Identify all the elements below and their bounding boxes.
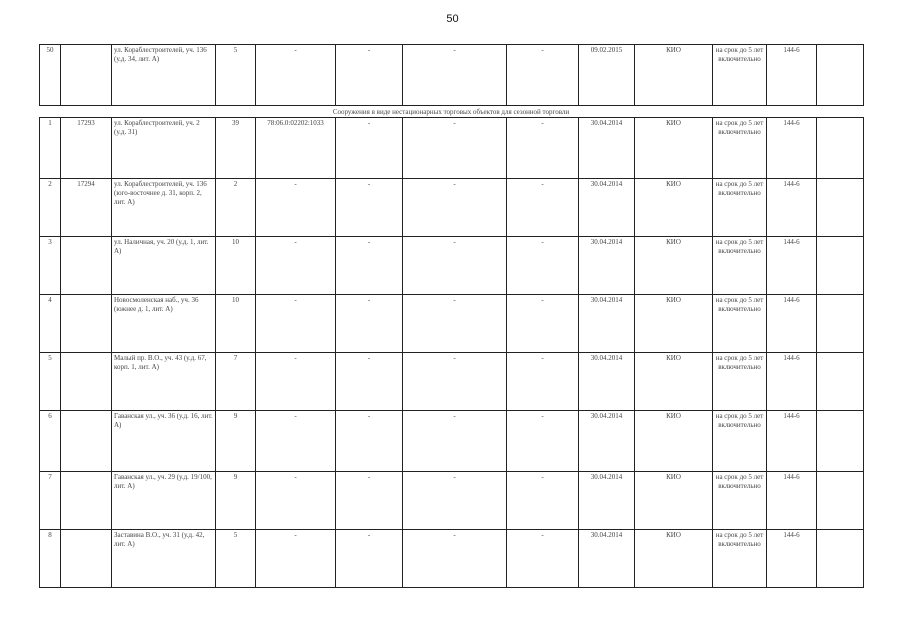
cell-col7: - [403,472,507,530]
cell-col8: - [507,237,579,295]
cell-reg [61,353,112,411]
table-row [40,295,864,353]
cell-area: 5 [216,530,256,588]
cell-address: Малый пр. В.О., уч. 43 (у.д. 67, корп. 1, лит. А) [112,353,216,411]
cell-date: 30.04.2014 [579,353,635,411]
cell-area: 39 [216,118,256,179]
cell-reg [61,45,112,106]
cell-code: 144-6 [767,411,817,472]
cell-num: 1 [40,118,61,179]
table-row [40,353,864,411]
cell-org: КИО [635,295,713,353]
cell-area: 9 [216,472,256,530]
cell-note [817,45,864,106]
cell-date: 30.04.2014 [579,411,635,472]
cell-area: 9 [216,411,256,472]
cell-col6: - [336,472,403,530]
cell-num: 8 [40,530,61,588]
cell-col7: - [403,45,507,106]
table-row [40,472,864,530]
cell-reg [61,472,112,530]
cell-num: 4 [40,295,61,353]
cell-area: 10 [216,295,256,353]
cell-address: ул. Кораблестроителей, уч. 136 (юго-восточнее д. 31, корп. 2, лит. А) [112,179,216,237]
cell-code: 144-6 [767,45,817,106]
cell-date: 30.04.2014 [579,530,635,588]
cell-org: КИО [635,237,713,295]
cell-address: Новосмоленская наб., уч. 36 (южнее д. 1, лит. А) [112,295,216,353]
cell-note [817,118,864,179]
cell-note [817,295,864,353]
cell-org: КИО [635,353,713,411]
cell-col7: - [403,118,507,179]
cell-col8: - [507,472,579,530]
cell-col7: - [403,353,507,411]
cell-col6: - [336,179,403,237]
cell-note [817,353,864,411]
cell-reg: 17294 [61,179,112,237]
cell-term: на срок до 5 лет включительно [713,295,767,353]
section-title: Сооружения в виде нестационарных торговых объектов для сезонной торговли [332,108,570,116]
cell-note [817,411,864,472]
cell-code: 144-6 [767,118,817,179]
table-row [40,237,864,295]
cell-cadastral: - [256,353,336,411]
cell-term: на срок до 5 лет включительно [713,45,767,106]
cell-note [817,179,864,237]
cell-reg: 17293 [61,118,112,179]
cell-cadastral: - [256,237,336,295]
cell-col6: - [336,118,403,179]
cell-date: 30.04.2014 [579,237,635,295]
cell-note [817,237,864,295]
cell-term: на срок до 5 лет включительно [713,118,767,179]
top-table [39,44,864,106]
cell-date: 30.04.2014 [579,118,635,179]
cell-term: на срок до 5 лет включительно [713,179,767,237]
cell-col6: - [336,295,403,353]
cell-org: КИО [635,45,713,106]
cell-col8: - [507,411,579,472]
cell-cadastral: - [256,530,336,588]
cell-num: 2 [40,179,61,237]
cell-reg [61,295,112,353]
cell-code: 144-6 [767,295,817,353]
cell-cadastral: - [256,179,336,237]
cell-area: 5 [216,45,256,106]
cell-col7: - [403,530,507,588]
cell-org: КИО [635,530,713,588]
cell-address: ул. Наличная, уч. 20 (у.д. 1, лит. А) [112,237,216,295]
cell-col6: - [336,411,403,472]
table-row [40,411,864,472]
cell-reg [61,530,112,588]
cell-col7: - [403,411,507,472]
cell-col6: - [336,237,403,295]
cell-term: на срок до 5 лет включительно [713,411,767,472]
cell-reg [61,237,112,295]
cell-cadastral: - [256,45,336,106]
cell-cadastral: - [256,411,336,472]
cell-col7: - [403,237,507,295]
cell-col8: - [507,179,579,237]
cell-col6: - [336,45,403,106]
table-row [40,530,864,588]
cell-num: 50 [40,45,61,106]
cell-date: 30.04.2014 [579,295,635,353]
table-row [40,45,864,106]
cell-area: 10 [216,237,256,295]
table-row [40,118,864,179]
cell-address: ул. Кораблестроителей, уч. 136 (у.д. 34, лит. А) [112,45,216,106]
cell-col8: - [507,295,579,353]
cell-note [817,472,864,530]
page-number: 50 [446,13,459,25]
cell-address: Гаванская ул., уч. 36 (у.д. 16, лит. А) [112,411,216,472]
cell-term: на срок до 5 лет включительно [713,237,767,295]
cell-note [817,530,864,588]
cell-col7: - [403,179,507,237]
cell-org: КИО [635,118,713,179]
cell-code: 144-6 [767,353,817,411]
cell-org: КИО [635,472,713,530]
cell-date: 30.04.2014 [579,472,635,530]
cell-date: 09.02.2015 [579,45,635,106]
cell-address: Заставина В.О., уч. 31 (у.д. 42, лит. А) [112,530,216,588]
cell-col8: - [507,530,579,588]
cell-org: КИО [635,179,713,237]
cell-code: 144-6 [767,530,817,588]
cell-cadastral: 78:06.0:02202:1033 [256,118,336,179]
cell-num: 7 [40,472,61,530]
cell-num: 6 [40,411,61,472]
cell-col8: - [507,45,579,106]
cell-col6: - [336,353,403,411]
cell-col7: - [403,295,507,353]
cell-code: 144-6 [767,472,817,530]
main-table [39,117,864,588]
cell-cadastral: - [256,472,336,530]
table-row [40,179,864,237]
cell-col8: - [507,353,579,411]
cell-col6: - [336,530,403,588]
cell-term: на срок до 5 лет включительно [713,472,767,530]
cell-address: Гаванская ул., уч. 29 (у.д. 19/100, лит. А) [112,472,216,530]
cell-code: 144-6 [767,179,817,237]
cell-term: на срок до 5 лет включительно [713,530,767,588]
cell-cadastral: - [256,295,336,353]
cell-org: КИО [635,411,713,472]
cell-num: 3 [40,237,61,295]
cell-address: ул. Кораблестроителей, уч. 2 (у.д. 31) [112,118,216,179]
cell-term: на срок до 5 лет включительно [713,353,767,411]
cell-area: 7 [216,353,256,411]
cell-code: 144-6 [767,237,817,295]
cell-date: 30.04.2014 [579,179,635,237]
cell-reg [61,411,112,472]
cell-area: 2 [216,179,256,237]
cell-num: 5 [40,353,61,411]
cell-col8: - [507,118,579,179]
